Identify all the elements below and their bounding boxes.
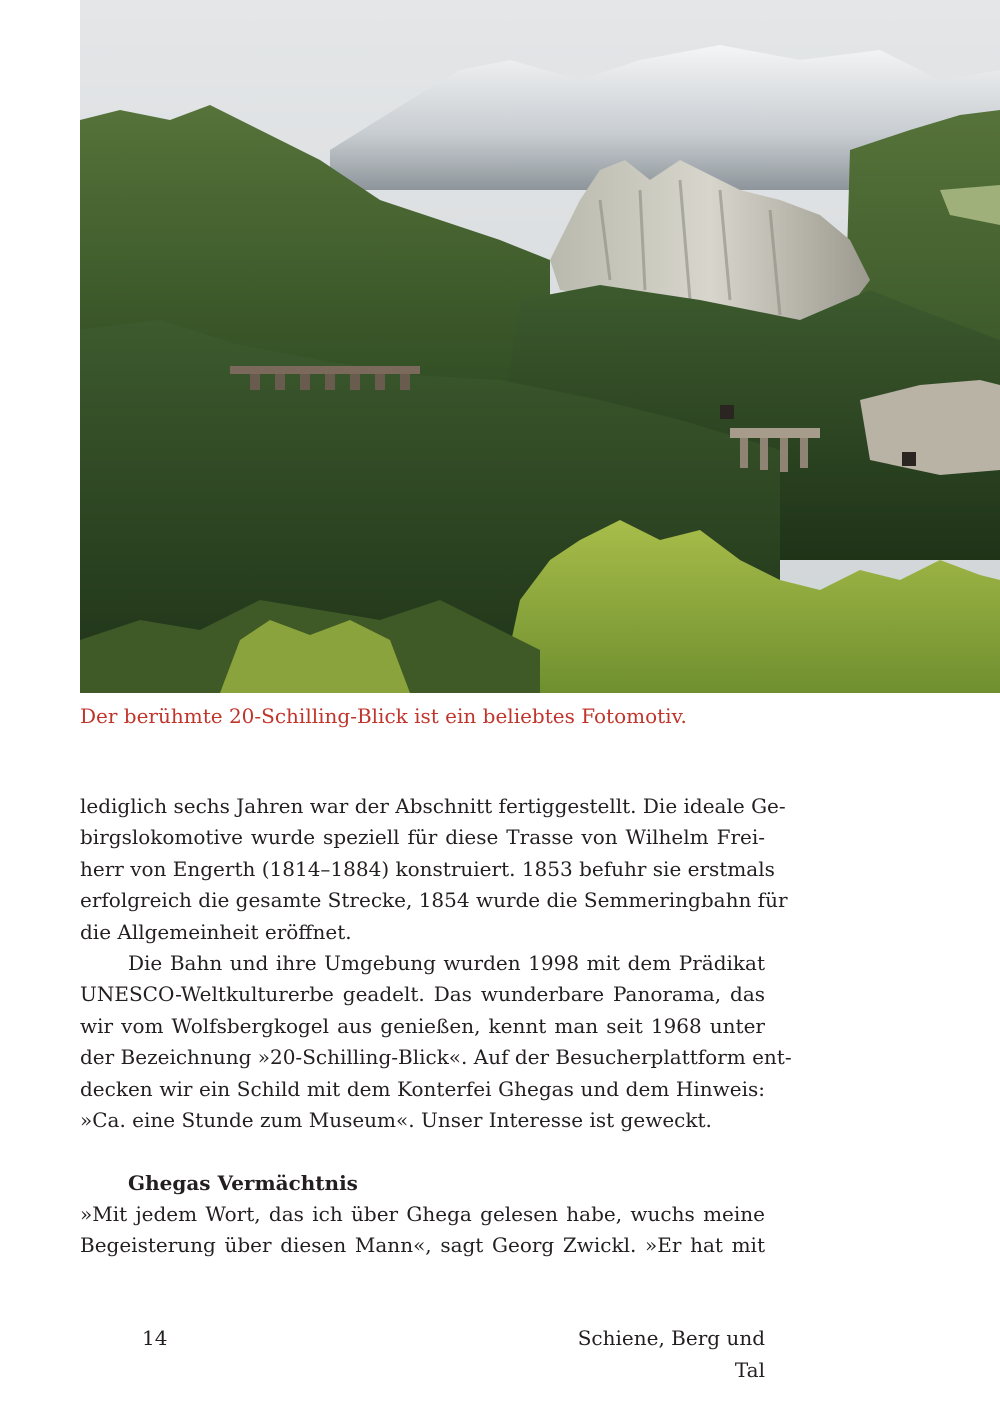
body-line: Begeisterung über diesen Mann«, sagt Georg Zwickl. »Er hat mit: [80, 1233, 765, 1258]
body-line: der Bezeichnung »20-Schilling-Blick«. Auf der Besucherplattform ent-: [80, 1045, 792, 1070]
landscape-photo: [80, 0, 1000, 693]
body-line: »Mit jedem Wort, das ich über Ghega gelesen habe, wuchs meine: [80, 1202, 765, 1227]
body-line: Die Bahn und ihre Umgebung wurden 1998 mit dem Prädikat: [128, 950, 765, 975]
body-line: UNESCO-Weltkulturerbe geadelt. Das wunderbare Panorama, das: [80, 982, 765, 1007]
body-line: wir vom Wolfsbergkogel aus genießen, kennt man seit 1968 unter: [80, 1013, 765, 1038]
page-number: 14: [142, 1326, 168, 1350]
section-heading: Ghegas Vermächtnis: [128, 1170, 358, 1195]
body-line: erfolgreich die gesamte Strecke, 1854 wurde die Semmeringbahn für: [80, 888, 788, 913]
body-line: herr von Engerth (1814–1884) konstruiert. 1853 befuhr sie erstmals: [80, 856, 775, 881]
running-footer-title: Schiene, Berg und Tal: [577, 1326, 765, 1382]
body-text: [80, 791, 792, 1262]
body-line: decken wir ein Schild mit dem Konterfei Ghegas und dem Hinweis:: [80, 1076, 765, 1101]
body-line: »Ca. eine Stunde zum Museum«. Unser Interesse ist geweckt.: [80, 1107, 712, 1132]
figure-caption: Der berühmte 20-Schilling-Blick ist ein beliebtes Fotomotiv.: [80, 704, 687, 728]
body-line: lediglich sechs Jahren war der Abschnitt fertiggestellt. Die ideale Ge-: [80, 794, 786, 818]
body-line: birgslokomotive wurde speziell für diese Trasse von Wilhelm Frei-: [80, 825, 765, 850]
body-line: die Allgemeinheit eröffnet.: [80, 919, 352, 944]
